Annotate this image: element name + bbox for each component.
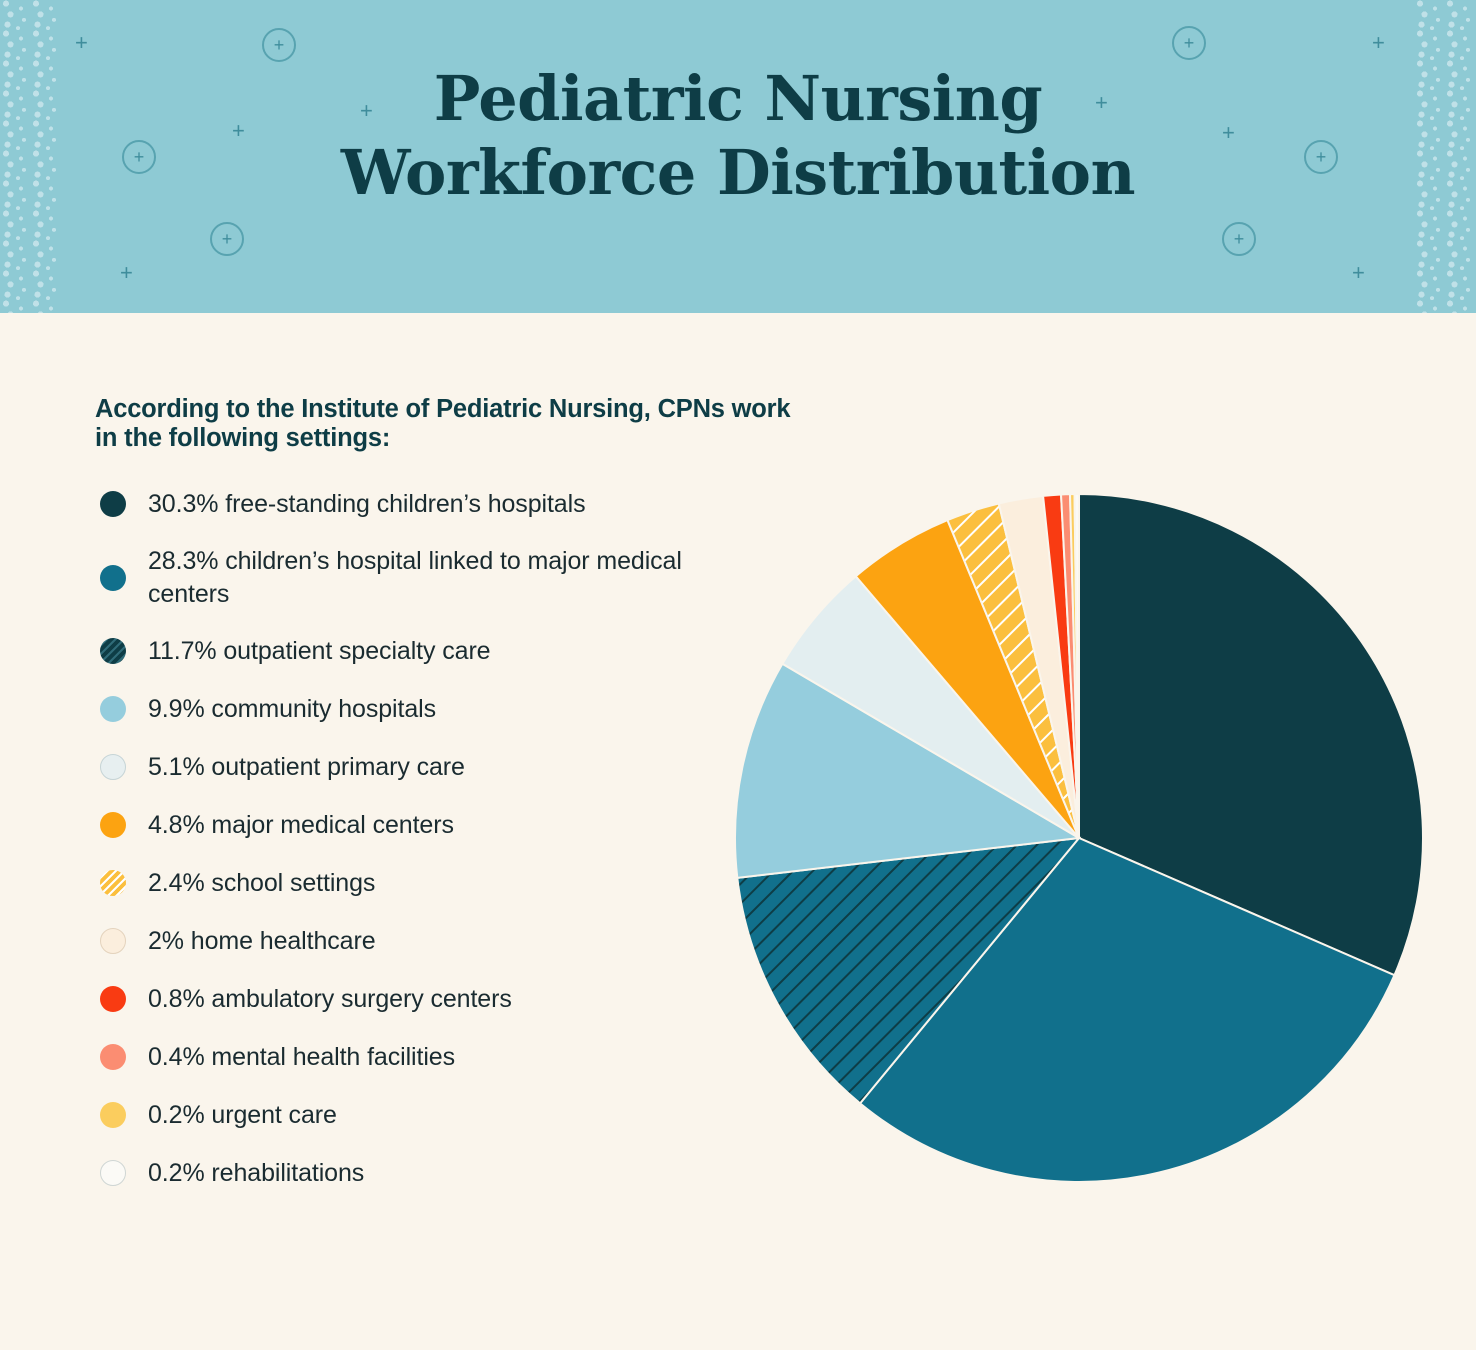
legend-item [95,545,795,610]
legend-item [95,1098,795,1132]
legend [95,395,795,1214]
plus-icon: + [1095,90,1108,115]
circled-plus-icon: + [1304,140,1338,174]
legend-swatch-icon [100,638,126,664]
plus-icon: + [75,30,88,55]
legend-item [95,487,795,521]
circled-plus-icon: + [122,140,156,174]
legend-item-label: 2% home healthcare [148,926,376,955]
legend-swatch-icon [100,754,126,780]
legend-item-label: 0.4% mental health facilities [148,1042,455,1071]
plus-icon: + [360,98,373,123]
legend-swatch-icon [100,1044,126,1070]
legend-swatch-icon [100,870,126,896]
chart-section [0,313,1476,1350]
legend-item [95,924,795,958]
legend-item-label: 28.3% children’s hospital linked to major medical centers [148,547,682,608]
legend-swatch-icon [100,1102,126,1128]
legend-item [95,750,795,784]
plus-icon: + [120,260,133,285]
legend-item-label: 9.9% community hospitals [148,694,437,723]
legend-item-label: 0.2% urgent care [148,1100,337,1129]
pie-chart [734,493,1424,1183]
legend-item-label: 5.1% outpatient primary care [148,752,465,781]
legend-item [95,1040,795,1074]
legend-item-label: 4.8% major medical centers [148,810,454,839]
legend-item [95,1156,795,1190]
legend-item [95,634,795,668]
legend-swatch-icon [100,812,126,838]
legend-swatch-icon [100,928,126,954]
page-title-line-1: Pediatric Nursing [433,62,1043,135]
legend-swatch-icon [100,986,126,1012]
legend-swatch-icon [100,491,126,517]
pie-chart-svg [734,493,1424,1183]
plus-icon: + [1352,260,1365,285]
legend-swatch-icon [100,565,126,591]
legend-item-label: 0.8% ambulatory surgery centers [148,984,512,1013]
plus-icon: + [1372,30,1385,55]
plus-icon: + [1222,120,1235,145]
page-title [0,0,1476,211]
legend-item-label: 11.7% outpatient specialty care [148,636,491,665]
legend-item [95,808,795,842]
page-title-line-2: Workforce Distribution [340,136,1136,210]
header-band [0,0,1476,313]
legend-item [95,982,795,1016]
legend-list [95,487,795,1190]
circled-plus-icon: + [1172,26,1206,60]
legend-item-label: 0.2% rehabilitations [148,1158,365,1187]
circled-plus-icon: + [1222,222,1256,256]
circled-plus-icon: + [210,222,244,256]
legend-item [95,866,795,900]
plus-icon: + [232,118,245,143]
legend-item-label: 2.4% school settings [148,868,376,897]
legend-swatch-icon [100,1160,126,1186]
legend-swatch-icon [100,696,126,722]
legend-heading: According to the Institute of Pediatric Nursing, CPNs work in the following settings: [95,395,791,452]
legend-item-label: 30.3% free-standing children’s hospitals [148,489,586,518]
circled-plus-icon: + [262,28,296,62]
legend-item [95,692,795,726]
